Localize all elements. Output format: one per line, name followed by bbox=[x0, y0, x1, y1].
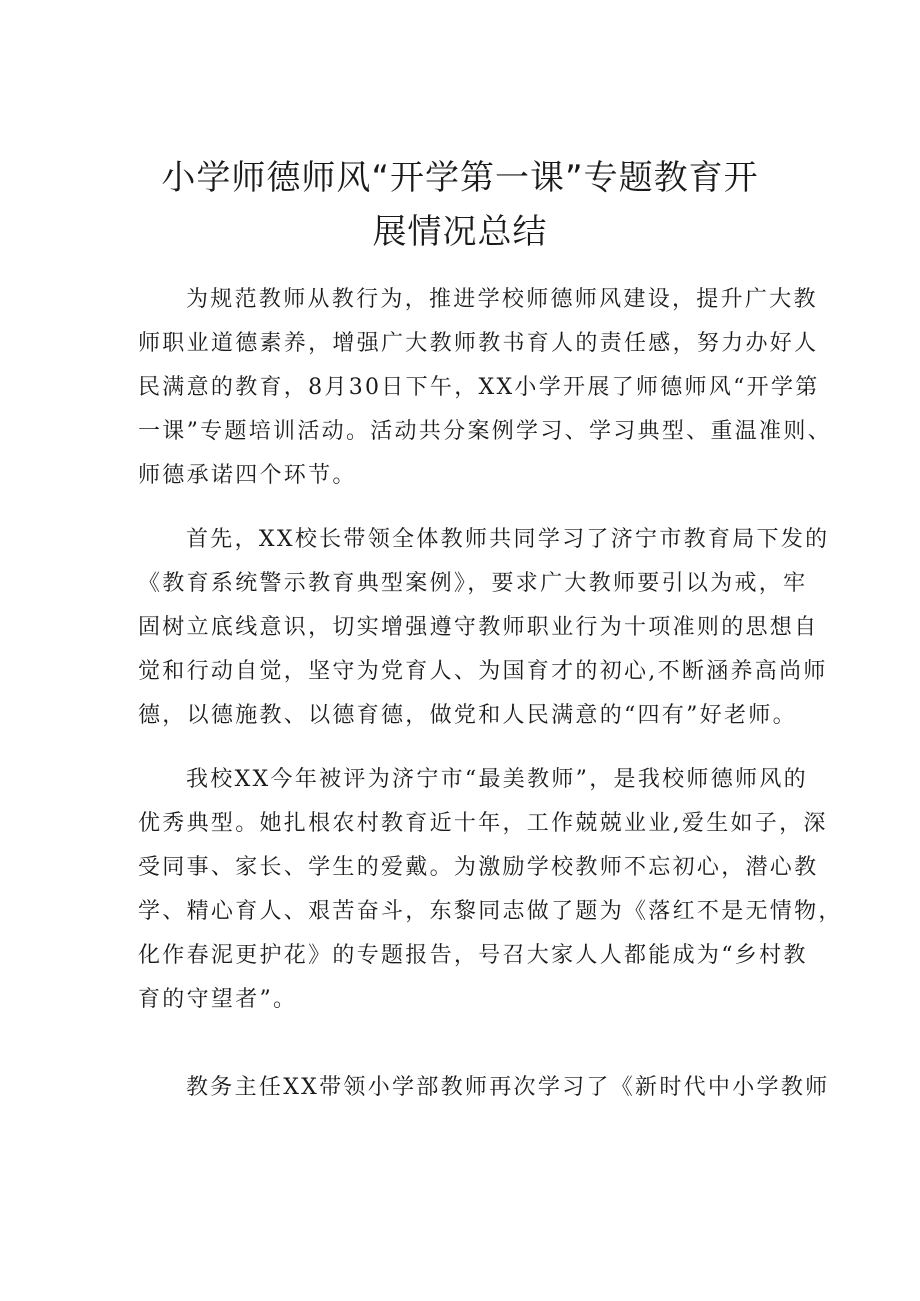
title-line: 小学师德师风“开学第一课”专题教育开 bbox=[161, 157, 759, 198]
text-line: 德，以德施教、以德育德，做党和人民满意的“四有”好老师。 bbox=[138, 703, 797, 728]
document-title bbox=[100, 151, 820, 259]
paragraph-intro bbox=[138, 278, 832, 498]
text-line: 育的守望者”。 bbox=[138, 987, 298, 1012]
paragraph-code-of-conduct bbox=[138, 1066, 830, 1110]
text-line: 觉和行动自觉，坚守为党育人、为国育才的初心,不断涵养高尚师 bbox=[138, 659, 828, 684]
title-line: 展情况总结 bbox=[372, 211, 548, 252]
text-line: 为规范教师从教行为，推进学校师德师风建设，提升广大教 bbox=[186, 287, 818, 312]
paragraph-model-teacher bbox=[138, 758, 843, 1022]
text-line: 学、精心育人、艰苦奋斗，东黎同志做了题为《落红不是无情物， bbox=[138, 899, 843, 924]
text-line: 我校XX今年被评为济宁市“最美教师”，是我校师德师风的 bbox=[186, 767, 808, 792]
text-line: 化作春泥更护花》的专题报告，号召大家人人都能成为“乡村教 bbox=[138, 943, 808, 968]
paragraph-case-study bbox=[138, 518, 830, 738]
text-line: 《教育系统警示教育典型案例》，要求广大教师要引以为戒，牢 bbox=[138, 571, 808, 596]
text-line: 师德承诺四个环节。 bbox=[138, 463, 357, 488]
text-line: 民满意的教育，8月30日下午，XX小学开展了师德师风“开学第 bbox=[138, 375, 820, 400]
text-line: 固树立底线意识，切实增强遵守教师职业行为十项准则的思想自 bbox=[138, 615, 819, 640]
text-line: 教务主任XX带领小学部教师再次学习了《新时代中小学教师 bbox=[186, 1075, 830, 1100]
text-line: 优秀典型。她扎根农村教育近十年，工作兢兢业业,爱生如子，深 bbox=[138, 811, 828, 836]
text-line: 首先，XX校长带领全体教师共同学习了济宁市教育局下发的 bbox=[186, 527, 830, 552]
text-line: 一课”专题培训活动。活动共分案例学习、学习典型、重温准则、 bbox=[138, 419, 832, 444]
text-line: 受同事、家长、学生的爱戴。为激励学校教师不忘初心，潜心教 bbox=[138, 855, 819, 880]
text-line: 师职业道德素养，增强广大教师教书育人的责任感，努力办好人 bbox=[138, 331, 819, 356]
